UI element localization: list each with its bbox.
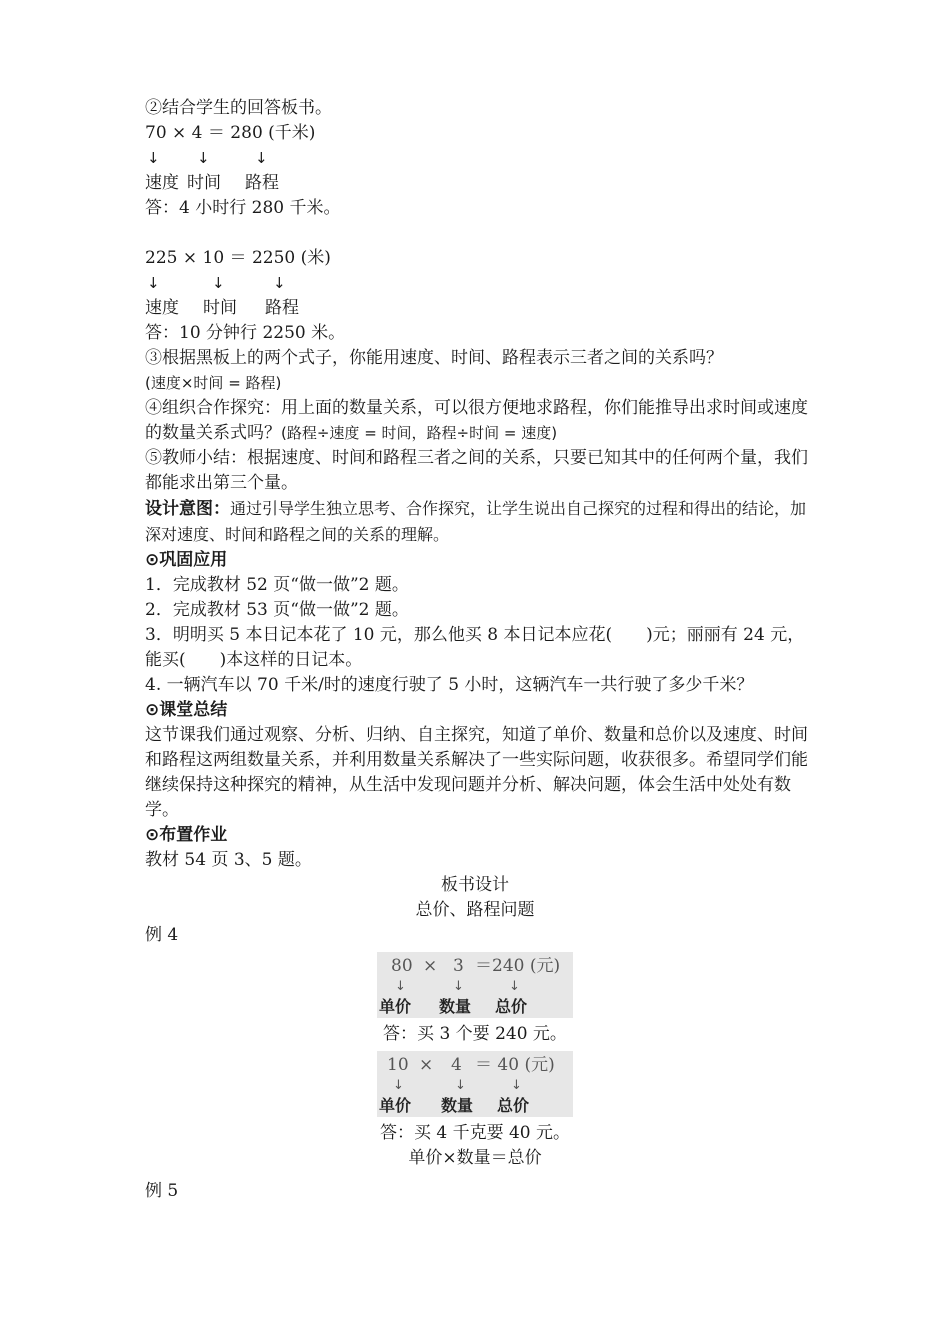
label-time: 时间 bbox=[187, 173, 221, 193]
arrow-row-2 bbox=[145, 271, 817, 296]
board-result: ＝ 40 (元) bbox=[475, 1055, 555, 1075]
down-arrow-icon: ↓ bbox=[511, 1078, 522, 1093]
down-arrow-icon: ↓ bbox=[255, 149, 268, 167]
step2-title: ②结合学生的回答板书。 bbox=[145, 98, 332, 118]
board-label-unit-price: 单价 bbox=[379, 997, 412, 1016]
board-num-a: 80 bbox=[391, 956, 413, 976]
design-intent bbox=[145, 496, 817, 548]
down-arrow-icon: ↓ bbox=[455, 1078, 466, 1093]
step4-text: ④组织合作探究：用上面的数量关系，可以很方便地求路程，你们能推导出求时间或速度的数量关系式吗？ bbox=[145, 398, 808, 443]
board-num-b: 3 bbox=[453, 956, 464, 976]
label-time: 时间 bbox=[203, 298, 237, 318]
down-arrow-icon: ↓ bbox=[395, 979, 406, 994]
down-arrow-icon: ↓ bbox=[273, 274, 286, 292]
board-answer-1: 答：买 3 个要 240 元。 bbox=[383, 1024, 567, 1044]
label-speed: 速度 bbox=[145, 173, 179, 193]
section-heading-homework: ⊙布置作业 bbox=[145, 825, 228, 845]
down-arrow-icon: ↓ bbox=[212, 274, 225, 292]
step5-text: ⑤教师小结：根据速度、时间和路程三者之间的关系，只要已知其中的任何两个量，我们都能求出第三个量。 bbox=[145, 448, 808, 493]
down-arrow-icon: ↓ bbox=[147, 274, 160, 292]
board-design-subtitle: 总价、路程问题 bbox=[415, 900, 535, 920]
board-answer-2: 答：买 4 千克要 40 元。 bbox=[379, 1123, 571, 1143]
equation-speed-2: 225 × 10 ＝ 2250 (米) bbox=[145, 248, 331, 268]
design-intent-label: 设计意图： bbox=[145, 499, 230, 519]
homework-text: 教材 54 页 3、5 题。 bbox=[145, 850, 312, 870]
board-label-quantity: 数量 bbox=[441, 1096, 474, 1115]
step4-formula: (路程÷速度 = 时间，路程÷时间 = 速度) bbox=[281, 424, 558, 442]
label-speed: 速度 bbox=[145, 298, 179, 318]
down-arrow-icon: ↓ bbox=[197, 149, 210, 167]
board-num-b: 4 bbox=[451, 1055, 462, 1075]
board-num-a: 10 bbox=[387, 1055, 409, 1075]
board-result: ＝240 (元) bbox=[475, 956, 561, 976]
board-label-total: 总价 bbox=[495, 997, 528, 1016]
exercise-item-1: 1．完成教材 52 页“做一做”2 题。 bbox=[145, 575, 409, 595]
board-op: × bbox=[423, 956, 438, 976]
answer-1: 答：4 小时行 280 千米。 bbox=[145, 198, 341, 218]
label-distance: 路程 bbox=[265, 298, 299, 318]
exercise-item-3: 3．明明买 5 本日记本花了 10 元，那么他买 8 本日记本应花( )元；丽丽有 24 元，能买( )本这样的日记本。 bbox=[145, 625, 805, 670]
label-row-2 bbox=[145, 296, 817, 321]
exercise-item-4: 4. 一辆汽车以 70 千米/时的速度行驶了 5 小时，这辆汽车一共行驶了多少千米？ bbox=[145, 675, 754, 695]
step4-paragraph bbox=[145, 396, 817, 446]
example-4-label: 例 4 bbox=[145, 925, 179, 945]
board-label-quantity: 数量 bbox=[439, 997, 472, 1016]
answer-2: 答：10 分钟行 2250 米。 bbox=[145, 323, 346, 343]
section-heading-consolidate: ⊙巩固应用 bbox=[145, 550, 228, 570]
board-design-title: 板书设计 bbox=[441, 875, 509, 895]
label-distance: 路程 bbox=[245, 173, 279, 193]
equation-speed-1: 70 × 4 ＝ 280 (千米) bbox=[145, 123, 316, 143]
section-heading-summary: ⊙课堂总结 bbox=[145, 700, 228, 720]
example-5-label: 例 5 bbox=[145, 1181, 179, 1201]
arrow-row-1 bbox=[145, 146, 817, 171]
design-intent-text: 通过引导学生独立思考、合作探究，让学生说出自己探究的过程和得出的结论，加深对速度、时间和路程之间的关系的理解。 bbox=[145, 499, 807, 544]
board-op: × bbox=[419, 1055, 434, 1075]
board-rule: 单价×数量＝总价 bbox=[408, 1148, 542, 1168]
label-row-1 bbox=[145, 171, 817, 196]
exercise-item-2: 2．完成教材 53 页“做一做”2 题。 bbox=[145, 600, 409, 620]
down-arrow-icon: ↓ bbox=[509, 979, 520, 994]
summary-text: 这节课我们通过观察、分析、归纳、自主探究，知道了单价、数量和总价以及速度、时间和路程这两组数量关系，并利用数量关系解决了一些实际问题，收获很多。希望同学们能继续保持这种探究的精神，从生活中发现问题并分析、解决问题，体会生活中处处有数学。 bbox=[145, 725, 808, 820]
down-arrow-icon: ↓ bbox=[453, 979, 464, 994]
step3-text: ③根据黑板上的两个式子，你能用速度、时间、路程表示三者之间的关系吗？ bbox=[145, 348, 723, 368]
board-label-total: 总价 bbox=[497, 1096, 530, 1115]
step3-formula: (速度×时间 = 路程) bbox=[145, 374, 282, 392]
board-label-unit-price: 单价 bbox=[379, 1096, 412, 1115]
down-arrow-icon: ↓ bbox=[393, 1078, 404, 1093]
document-page bbox=[145, 96, 817, 1204]
down-arrow-icon: ↓ bbox=[147, 149, 160, 167]
board-image-1 bbox=[377, 952, 573, 1018]
board-image-2 bbox=[377, 1051, 573, 1117]
